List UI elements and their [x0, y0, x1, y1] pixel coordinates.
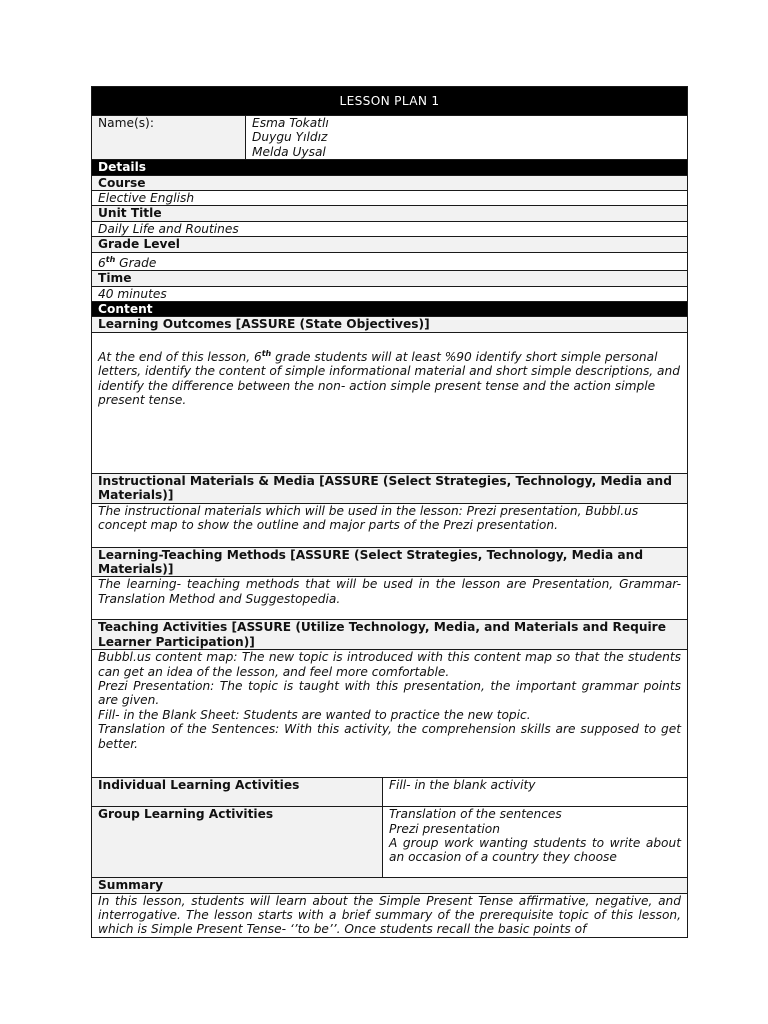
grade-level-label: Grade Level	[92, 237, 688, 252]
group-activities-value: Translation of the sentences Prezi presentation A group work wanting students to write about an occasion of a country they choose	[383, 807, 688, 878]
content-band: Content	[92, 301, 688, 316]
teaching-activities-label: Teaching Activities [ASSURE (Utilize Technology, Media, and Materials and Require Learner Participation)]	[92, 620, 688, 650]
methods-text: The learning- teaching methods that will be used in the lesson are Presentation, Grammar- Translation Method and Suggestopedia.	[92, 577, 688, 620]
time-value: 40 minutes	[92, 286, 688, 301]
lesson-plan-document	[91, 86, 687, 937]
names-label: Name(s):	[92, 116, 246, 160]
lesson-plan-title: LESSON PLAN 1	[92, 87, 688, 116]
materials-text: The instructional materials which will be used in the lesson: Prezi presentation, Bubbl.us concept map to show the outline and major parts of the Prezi presentation.	[92, 503, 688, 547]
grade-level-value: 6th Grade	[92, 252, 688, 270]
details-band: Details	[92, 160, 688, 175]
time-label: Time	[92, 271, 688, 286]
name-1: Esma Tokatlı	[252, 116, 329, 130]
learning-outcomes-text: At the end of this lesson, 6th grade students will at least %90 identify short simple personal letters, identify the content of simple informational material and short simple descriptions, and identify the difference between the non- action simple present tense and the action simple present tense.	[92, 332, 688, 473]
activity-item: Fill- in the Blank Sheet: Students are wanted to practice the new topic.	[98, 707, 531, 722]
course-label: Course	[92, 175, 688, 190]
activity-item: Translation of the Sentences: With this activity, the comprehension skills are supposed to get better.	[98, 722, 682, 751]
activity-item: Bubbl.us content map: The new topic is introduced with this content map so that the students can get an idea of the lesson, and feel more comfortable.	[98, 650, 682, 679]
learning-outcomes-label: Learning Outcomes [ASSURE (State Objectives)]	[92, 317, 688, 332]
methods-label: Learning-Teaching Methods [ASSURE (Select Strategies, Technology, Media and Materials)]	[92, 547, 688, 577]
names-value	[246, 116, 688, 160]
name-2: Duygu Yıldız	[252, 130, 328, 145]
activity-item: Prezi Presentation: The topic is taught with this presentation, the important grammar points are given.	[98, 679, 682, 708]
name-3: Melda Uysal	[252, 144, 326, 159]
summary-text: In this lesson, students will learn about the Simple Present Tense affirmative, negative, and interrogative. The lesson starts with a brief summary of the prerequisite topic of this lesson, which is Simple Present Tense- ‘’to be’’. Once students recall the basic points of	[92, 893, 688, 937]
teaching-activities-text	[92, 650, 688, 778]
unit-title-label: Unit Title	[92, 206, 688, 221]
group-activities-label: Group Learning Activities	[92, 807, 383, 878]
lesson-plan-table	[91, 86, 688, 938]
individual-activities-value: Fill- in the blank activity	[383, 778, 688, 807]
summary-label: Summary	[92, 878, 688, 893]
course-value: Elective English	[92, 191, 688, 206]
materials-label: Instructional Materials & Media [ASSURE (Select Strategies, Technology, Media and Materials)]	[92, 473, 688, 503]
individual-activities-label: Individual Learning Activities	[92, 778, 383, 807]
unit-title-value: Daily Life and Routines	[92, 221, 688, 236]
